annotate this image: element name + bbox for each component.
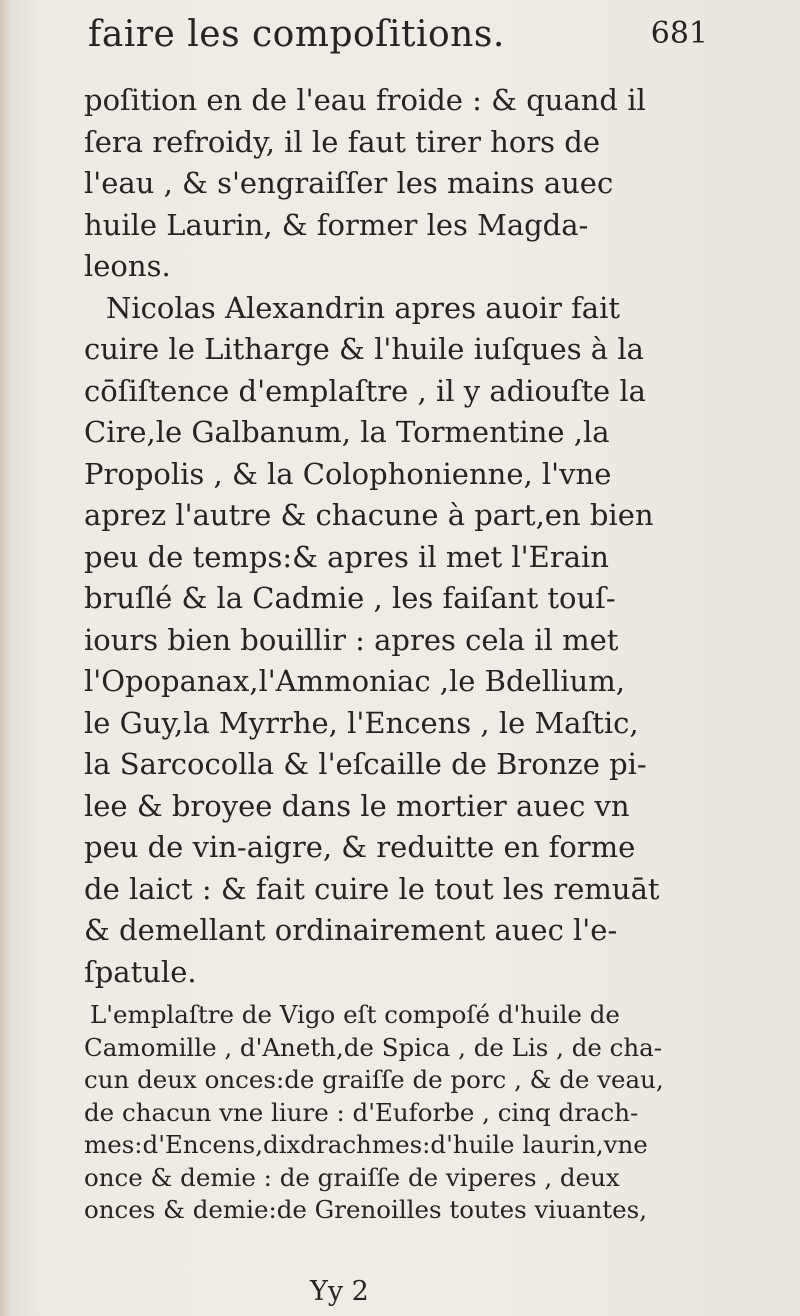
text-line: Propolis , & la Colophonienne, l'vne <box>84 456 612 491</box>
text-line: leons. <box>84 249 171 283</box>
running-head: faire les compoſitions. <box>88 14 505 55</box>
page-gutter-shadow <box>0 0 12 1316</box>
text-line: Nicolas Alexandrin apres auoir fait <box>106 290 621 325</box>
text-line: aprez l'autre & chacune à part,en bien <box>84 498 654 532</box>
signature-mark: Yy 2 <box>310 1276 369 1307</box>
text-line: l'eau , & s'engraiſſer les mains auec <box>84 166 614 200</box>
text-line: lee & broyee dans le mortier auec vn <box>84 788 630 823</box>
text-line: la Sarcocolla & l'eſcaille de Bronze pi- <box>84 747 647 781</box>
text-line: & demellant ordinairement auec l'e- <box>84 913 618 947</box>
text-line: de laict : & fait cuire le tout les remuāt <box>84 871 660 906</box>
text-line: peu de vin-aigre, & reduitte en forme <box>84 830 636 864</box>
text-line-small: de chacun vne liure : d'Euforbe , cinq drach- <box>84 1097 639 1127</box>
text-line: iours bien bouillir : apres cela il met <box>84 622 619 657</box>
text-line-small: onces & demie:de Grenoilles toutes viuantes, <box>84 1195 647 1224</box>
body-text <box>84 80 724 1227</box>
page-header <box>88 14 708 64</box>
text-line: poſition en de l'eau froide : & quand il <box>84 83 646 117</box>
text-line: ſpatule. <box>84 954 197 989</box>
text-line-small: cun deux onces:de graiſſe de porc , & de veau, <box>84 1065 664 1094</box>
text-line: l'Opopanax,l'Ammoniac ,le Bdellium, <box>84 664 625 698</box>
text-line-small: Camomille , d'Aneth,de Spica , de Lis , de cha- <box>84 1032 663 1062</box>
text-line: peu de temps:& apres il met l'Erain <box>84 539 609 574</box>
text-line-small: L'emplaſtre de Vigo eſt compoſé d'huile de <box>90 1000 620 1029</box>
text-line-small: once & demie : de graiſſe de viperes , deux <box>84 1162 620 1192</box>
text-line: ſera refroidy, il le faut tirer hors de <box>84 124 601 159</box>
page-number: 681 <box>650 16 708 51</box>
text-line: le Guy,la Myrrhe, l'Encens , le Maſtic, <box>84 705 639 740</box>
text-line: cōſiſtence d'emplaſtre , il y adiouſte la <box>84 373 646 408</box>
text-line-small: mes:d'Encens,dixdrachmes:d'huile laurin,vne <box>84 1130 648 1159</box>
text-line: cuire le Litharge & l'huile iuſques à la <box>84 332 644 366</box>
text-line: huile Laurin, & former les Magda- <box>84 207 589 242</box>
text-line: Cire,le Galbanum, la Tormentine ,la <box>84 415 610 449</box>
text-line: bruſlé & la Cadmie , les faiſant touſ- <box>84 581 616 615</box>
